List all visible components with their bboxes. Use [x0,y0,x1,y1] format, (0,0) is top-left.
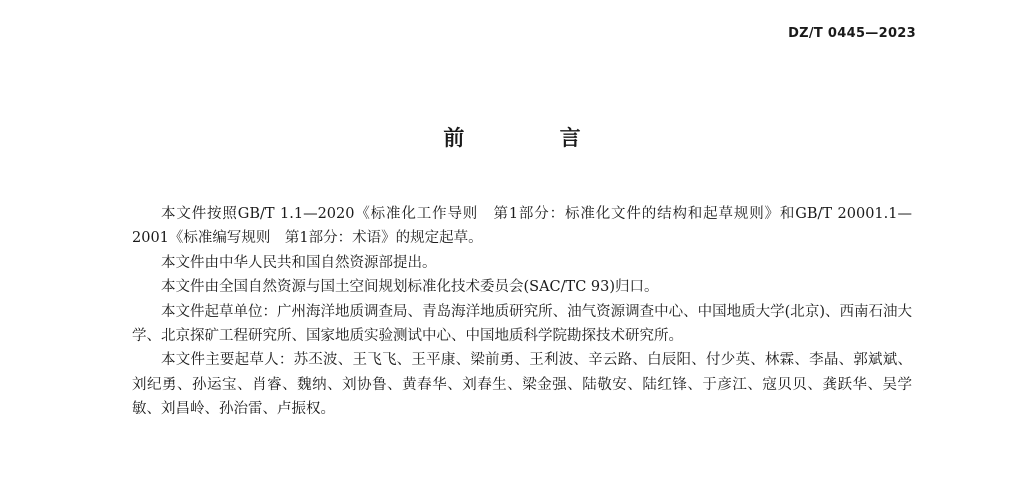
paragraph-drafting-rules: 本文件按照GB/T 1.1—2020《标准化工作导则 第1部分：标准化文件的结构和起草规则》和GB/T 20001.1—2001《标准编写规则 第1部分：术语》的规定起草。 [132,206,912,247]
paragraph-drafting-units: 本文件起草单位：广州海洋地质调查局、青岛海洋地质研究所、油气资源调查中心、中国地质大学(北京)、西南石油大学、北京探矿工程研究所、国家地质实验测试中心、中国地质科学院勘探技术研究所。 [132,303,912,345]
standard-number: DZ/T 0445—2023 [788,26,916,41]
foreword-body [132,202,912,422]
paragraph-technical-committee: 本文件由全国自然资源与国土空间规划标准化技术委员会(SAC/TC 93)归口。 [161,279,659,296]
page-title: 前 言 [443,125,625,150]
paragraph-main-drafters: 本文件主要起草人：苏丕波、王飞飞、王平康、梁前勇、王利波、辛云路、白辰阳、付少英、林霖、李晶、郭斌斌、刘纪勇、孙运宝、肖睿、魏纳、刘协鲁、黄春华、刘春生、梁金强、陆敬安、陆红锋、于彦江、寇贝贝、龚跃华、吴学敏、刘昌岭、孙治雷、卢振权。 [132,352,912,418]
paragraph-proposer: 本文件由中华人民共和国自然资源部提出。 [161,254,437,271]
